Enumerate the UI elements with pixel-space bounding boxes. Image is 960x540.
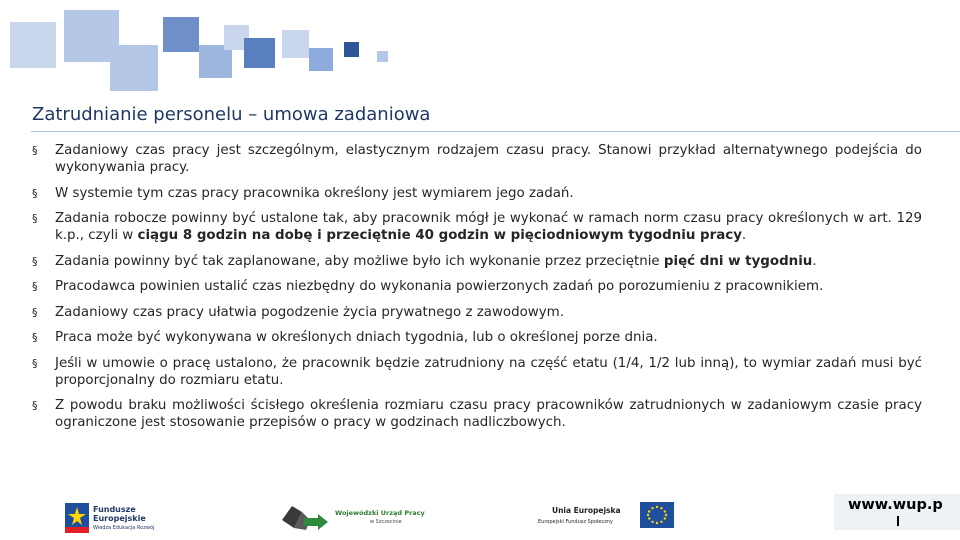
eu-name: Unia Europejska <box>552 506 621 515</box>
decor-square <box>244 38 275 68</box>
fe-line-2: Europejskie <box>93 514 146 523</box>
unia-europejska-logo <box>538 500 678 536</box>
bullet-item <box>32 253 922 270</box>
bullet-text: Zadaniowy czas pracy jest szczególnym, elastycznym rodzajem czasu pracy. Stanowi przykład alternatywnego podejścia do wykonywania pracy. <box>55 143 922 175</box>
bullet-item <box>32 329 922 346</box>
bullet-text: W systemie tym czas pracy pracownika określony jest wymiarem jego zadań. <box>55 185 574 201</box>
bullet-item <box>32 397 922 431</box>
bullet-text: . <box>741 228 747 243</box>
bullet-marker: § <box>32 356 38 370</box>
decor-square <box>282 30 309 58</box>
bullet-item <box>32 278 922 295</box>
bullet-item <box>32 355 922 389</box>
footer-logos <box>0 490 960 540</box>
eu-sub: Europejski Fundusz Społeczny <box>538 519 613 525</box>
bullet-item <box>32 185 922 202</box>
fe-line-3: Wiedza Edukacja Rozwój <box>93 525 155 531</box>
bullet-item <box>32 210 922 244</box>
bullet-marker: § <box>32 331 38 344</box>
decor-square <box>110 45 158 91</box>
bullet-item <box>32 304 922 321</box>
fe-line-1: Fundusze <box>93 505 136 514</box>
website-url-text: www.wup.p <box>848 497 943 513</box>
url-cursor <box>897 516 899 526</box>
bullet-text: Zadaniowy czas pracy ułatwia pogodzenie życia prywatnego z zawodowym. <box>55 304 564 320</box>
decor-square <box>163 17 199 52</box>
decor-square <box>309 48 333 71</box>
bullet-text: Pracodawca powinien ustalić czas niezbędny do wykonania powierzonych zadań po porozumieniu z pracownikiem. <box>55 279 824 294</box>
wup-name: Wojewódzki Urząd Pracy <box>335 509 425 517</box>
bullet-marker: § <box>32 280 38 293</box>
decor-square <box>10 22 56 68</box>
bullet-marker: § <box>32 254 38 268</box>
bullet-text: Z powodu braku możliwości ścisłego określenia rozmiaru czasu pracy pracowników zatrudnionych w zadaniowym czasie pracy ograniczone jest stosowanie przepisów o pracy w godzinach nadliczbowych. <box>55 398 922 430</box>
title-divider <box>31 131 960 132</box>
bullet-marker: § <box>32 144 38 157</box>
bullet-marker: § <box>32 186 38 200</box>
bullet-marker: § <box>32 212 38 225</box>
bullet-item <box>32 142 922 176</box>
website-url[interactable] <box>834 494 960 530</box>
slide-title: Zatrudnianie personelu – umowa zadaniowa <box>32 104 431 125</box>
bullet-text: . <box>812 253 817 269</box>
bullet-text: Jeśli w umowie o pracę ustalono, że pracownik będzie zatrudniony na część etatu (1/4, 1/2 lub inną), to wymiar zadań musi być proporcjonalny do rozmiaru etatu. <box>55 355 922 388</box>
bullet-marker: § <box>32 305 38 319</box>
fundusze-europejskie-logo <box>65 500 175 536</box>
bullet-emphasis: ciągu 8 godzin na dobę i przeciętnie 40 godzin w pięciodniowym tygodniu pracy <box>137 228 742 243</box>
wup-city: w Szczecinie <box>370 519 402 525</box>
eu-flag-icon <box>640 502 674 528</box>
wup-arrow-icon <box>280 502 330 532</box>
bullet-text: Zadania robocze powinny być ustalone tak, aby pracownik mógł je wykonać w ramach norm czasu pracy określonych w art. 129 k.p., czyli w <box>55 211 922 243</box>
decor-square <box>377 51 388 62</box>
bullet-list <box>32 142 922 440</box>
fe-star-icon <box>65 503 89 533</box>
wup-szczecin-logo <box>280 500 430 536</box>
bullet-emphasis: pięć dni w tygodniu <box>663 253 813 269</box>
bullet-text: Zadania powinny być tak zaplanowane, aby możliwe było ich wykonanie przez przeciętnie <box>55 253 664 269</box>
bullet-marker: § <box>32 399 38 412</box>
decor-square <box>344 42 359 57</box>
bullet-text: Praca może być wykonywana w określonych dniach tygodnia, lub o określonej porze dnia. <box>55 330 658 345</box>
